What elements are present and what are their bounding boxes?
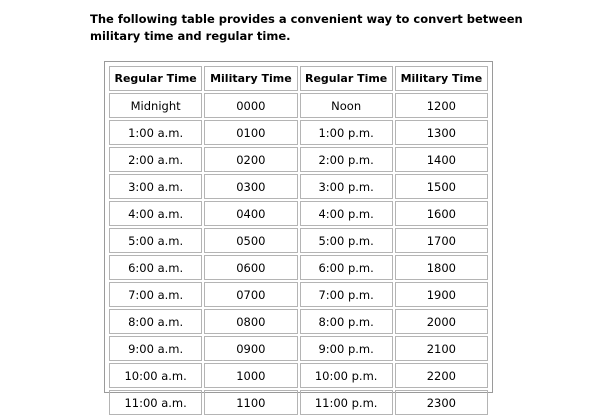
cell-regular-time: 3:00 p.m. xyxy=(300,174,393,199)
cell-regular-time: 7:00 p.m. xyxy=(300,282,393,307)
cell-regular-time: 11:00 a.m. xyxy=(109,390,202,415)
cell-military-time: 2100 xyxy=(395,336,488,361)
cell-regular-time: 11:00 p.m. xyxy=(300,390,393,415)
cell-military-time: 0800 xyxy=(204,309,297,334)
table-row xyxy=(109,201,488,226)
cell-regular-time: 5:00 a.m. xyxy=(109,228,202,253)
cell-regular-time: Midnight xyxy=(109,93,202,118)
table-row xyxy=(109,147,488,172)
cell-regular-time: 1:00 p.m. xyxy=(300,120,393,145)
cell-regular-time: 8:00 p.m. xyxy=(300,309,393,334)
cell-military-time: 0600 xyxy=(204,255,297,280)
table-row xyxy=(109,93,488,118)
cell-military-time: 1600 xyxy=(395,201,488,226)
table-row xyxy=(109,228,488,253)
cell-military-time: 0500 xyxy=(204,228,297,253)
cell-military-time: 2300 xyxy=(395,390,488,415)
cell-regular-time: 10:00 p.m. xyxy=(300,363,393,388)
cell-regular-time: 9:00 a.m. xyxy=(109,336,202,361)
header-regular-time: Regular Time xyxy=(300,66,393,91)
conversion-table-frame xyxy=(104,61,493,410)
cell-military-time: 1500 xyxy=(395,174,488,199)
cell-regular-time: 1:00 a.m. xyxy=(109,120,202,145)
time-conversion-table xyxy=(107,64,490,417)
table-body xyxy=(109,93,488,415)
table-row xyxy=(109,309,488,334)
cell-regular-time: 4:00 p.m. xyxy=(300,201,393,226)
table-row xyxy=(109,363,488,388)
cell-regular-time: 5:00 p.m. xyxy=(300,228,393,253)
cell-military-time: 2000 xyxy=(395,309,488,334)
header-military-time: Military Time xyxy=(395,66,488,91)
cell-military-time: 0900 xyxy=(204,336,297,361)
intro-paragraph: The following table provides a convenient way to convert between military time and regular time. xyxy=(90,12,523,43)
cell-military-time: 1100 xyxy=(204,390,297,415)
cell-regular-time: 8:00 a.m. xyxy=(109,309,202,334)
cell-regular-time: 2:00 a.m. xyxy=(109,147,202,172)
cell-regular-time: 7:00 a.m. xyxy=(109,282,202,307)
cell-regular-time: 2:00 p.m. xyxy=(300,147,393,172)
table-row xyxy=(109,174,488,199)
cell-military-time: 0300 xyxy=(204,174,297,199)
cell-regular-time: 6:00 p.m. xyxy=(300,255,393,280)
cell-regular-time: Noon xyxy=(300,93,393,118)
table-header-row xyxy=(109,66,488,91)
table-row xyxy=(109,390,488,415)
cell-regular-time: 3:00 a.m. xyxy=(109,174,202,199)
cell-military-time: 1300 xyxy=(395,120,488,145)
cell-military-time: 0200 xyxy=(204,147,297,172)
cell-regular-time: 6:00 a.m. xyxy=(109,255,202,280)
cell-military-time: 1200 xyxy=(395,93,488,118)
cell-military-time: 1800 xyxy=(395,255,488,280)
cell-military-time: 0400 xyxy=(204,201,297,226)
header-regular-time: Regular Time xyxy=(109,66,202,91)
cell-regular-time: 4:00 a.m. xyxy=(109,201,202,226)
cell-military-time: 1000 xyxy=(204,363,297,388)
table-row xyxy=(109,120,488,145)
table-row xyxy=(109,255,488,280)
cell-regular-time: 10:00 a.m. xyxy=(109,363,202,388)
cell-military-time: 2200 xyxy=(395,363,488,388)
cell-military-time: 1900 xyxy=(395,282,488,307)
header-military-time: Military Time xyxy=(204,66,297,91)
cell-military-time: 1400 xyxy=(395,147,488,172)
cell-regular-time: 9:00 p.m. xyxy=(300,336,393,361)
table-row xyxy=(109,282,488,307)
cell-military-time: 0100 xyxy=(204,120,297,145)
cell-military-time: 0700 xyxy=(204,282,297,307)
table-row xyxy=(109,336,488,361)
cell-military-time: 0000 xyxy=(204,93,297,118)
cell-military-time: 1700 xyxy=(395,228,488,253)
